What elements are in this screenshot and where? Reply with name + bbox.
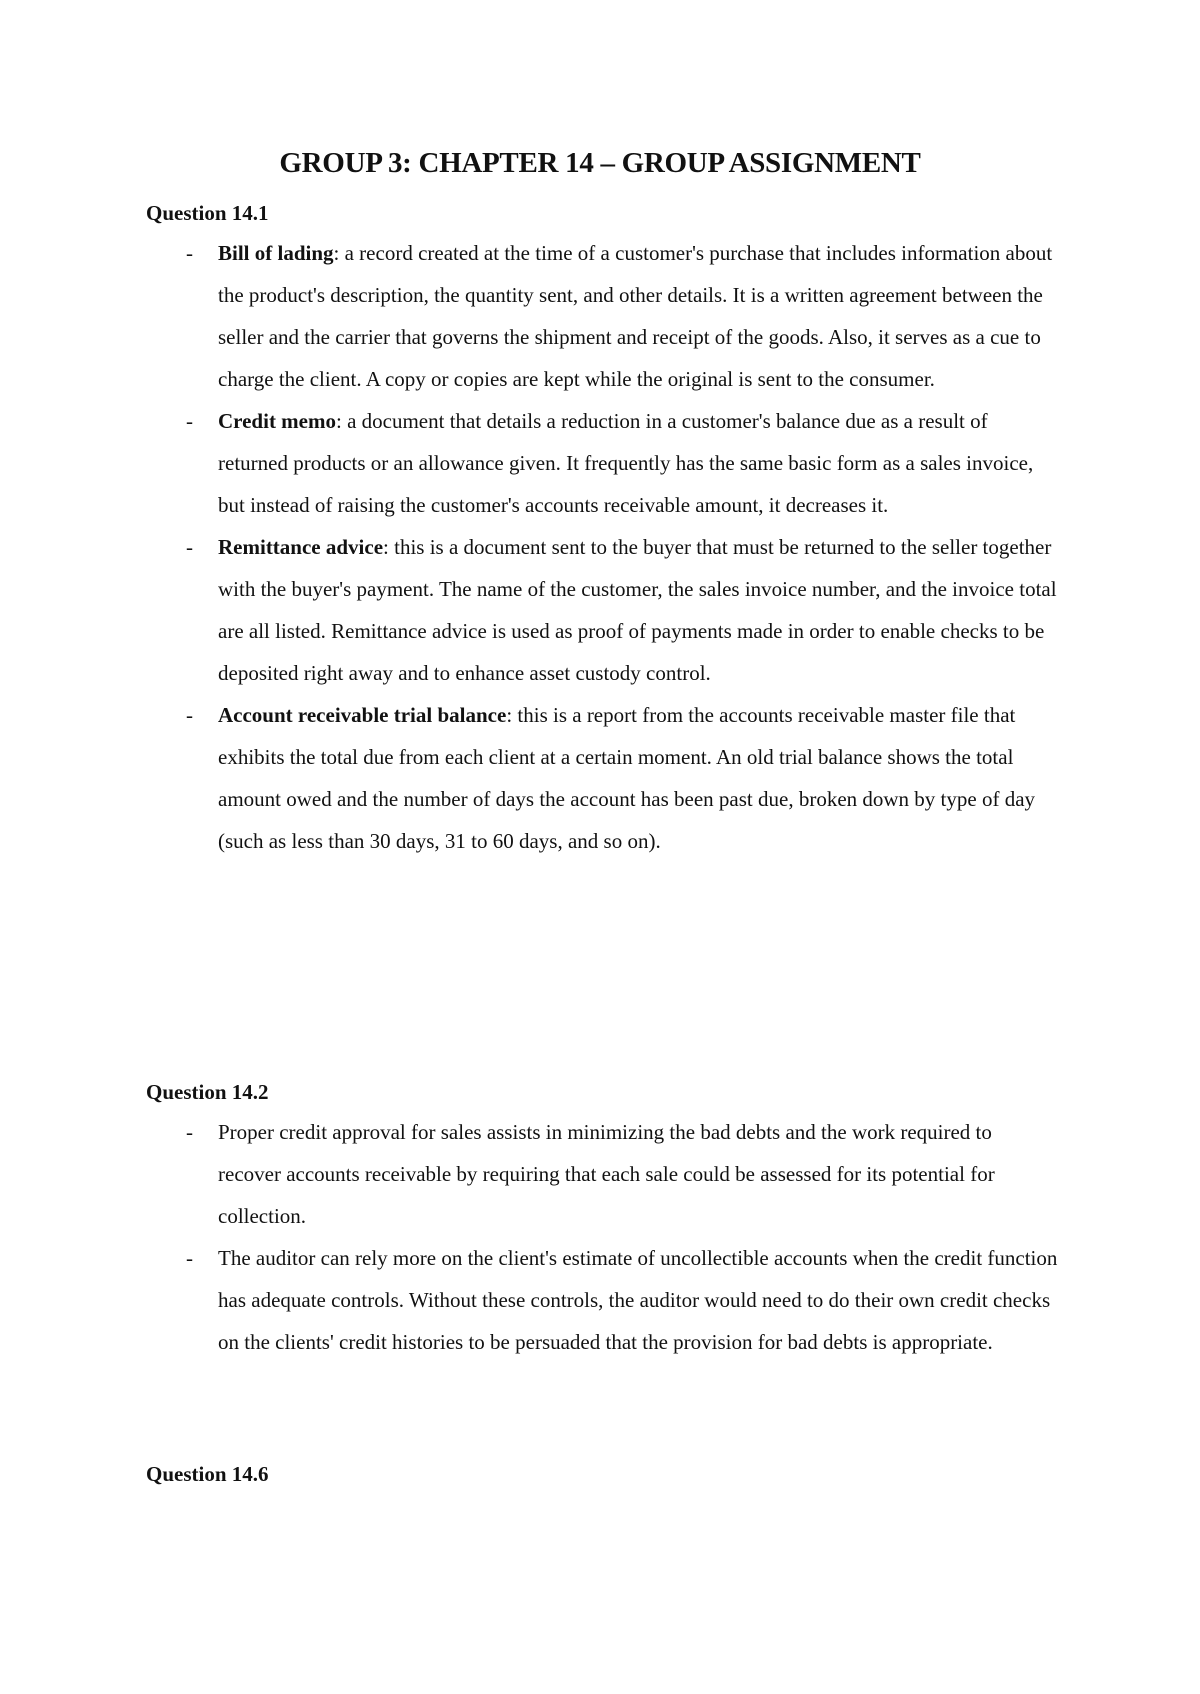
section-heading: Question 14.6 xyxy=(146,1462,269,1486)
answer-text: Proper credit approval for sales assists in minimizing the bad debts and the work required to recover accounts receivable by requiring that each sale could be assessed for its potential for collection. xyxy=(218,1120,995,1228)
definition-text: : a record created at the time of a customer's purchase that includes information about the product's description, the quantity sent, and other details. It is a written agreement between the seller and the carrier that governs the shipment and receipt of the goods. Also, it serves as a cue to charge the client. A copy or copies are kept while the original is sent to the consumer. xyxy=(218,241,1053,391)
bullet-dash: - xyxy=(186,241,193,265)
bullet-dash: - xyxy=(186,535,193,559)
list-item xyxy=(146,1237,1058,1363)
term-credit-memo: Credit memo xyxy=(218,409,336,433)
list-item xyxy=(146,400,1058,526)
term-bill-of-lading: Bill of lading xyxy=(218,241,334,265)
definition-text: : a document that details a reduction in a customer's balance due as a result of returned products or an allowance given. It frequently has the same basic form as a sales invoice, but instead of raising the customer's accounts receivable amount, it decreases it. xyxy=(218,409,1034,517)
list-item xyxy=(146,232,1058,400)
section-question-14-6 xyxy=(146,1459,1066,1489)
section-heading: Question 14.1 xyxy=(146,201,269,225)
list-item xyxy=(146,694,1058,862)
section-question-14-2 xyxy=(146,1077,1066,1363)
term-account-receivable-trial-balance: Account receivable trial balance xyxy=(218,703,507,727)
bullet-dash: - xyxy=(186,703,193,727)
bullet-list xyxy=(146,1111,1066,1363)
list-item xyxy=(146,1111,1058,1237)
definition-text: : this is a document sent to the buyer that must be returned to the seller together with the buyer's payment. The name of the customer, the sales invoice number, and the invoice total are all listed. Remittance advice is used as proof of payments made in order to enable checks to be deposited right away and to enhance asset custody control. xyxy=(218,535,1057,685)
definition-text: : this is a report from the accounts receivable master file that exhibits the total due from each client at a certain moment. An old trial balance shows the total amount owed and the number of days the account has been past due, broken down by type of day (such as less than 30 days, 31 to 60 days, and so on). xyxy=(218,703,1036,853)
answer-text: The auditor can rely more on the client's estimate of uncollectible accounts when the credit function has adequate controls. Without these controls, the auditor would need to do their own credit checks on the clients' credit histories to be persuaded that the provision for bad debts is appropriate. xyxy=(218,1246,1058,1354)
term-remittance-advice: Remittance advice xyxy=(218,535,384,559)
bullet-dash: - xyxy=(186,409,193,433)
document-title: GROUP 3: CHAPTER 14 – GROUP ASSIGNMENT xyxy=(279,147,921,179)
bullet-dash: - xyxy=(186,1246,193,1270)
bullet-list xyxy=(146,232,1066,862)
section-question-14-1 xyxy=(146,198,1066,862)
section-heading: Question 14.2 xyxy=(146,1080,269,1104)
list-item xyxy=(146,526,1058,694)
bullet-dash: - xyxy=(186,1120,193,1144)
